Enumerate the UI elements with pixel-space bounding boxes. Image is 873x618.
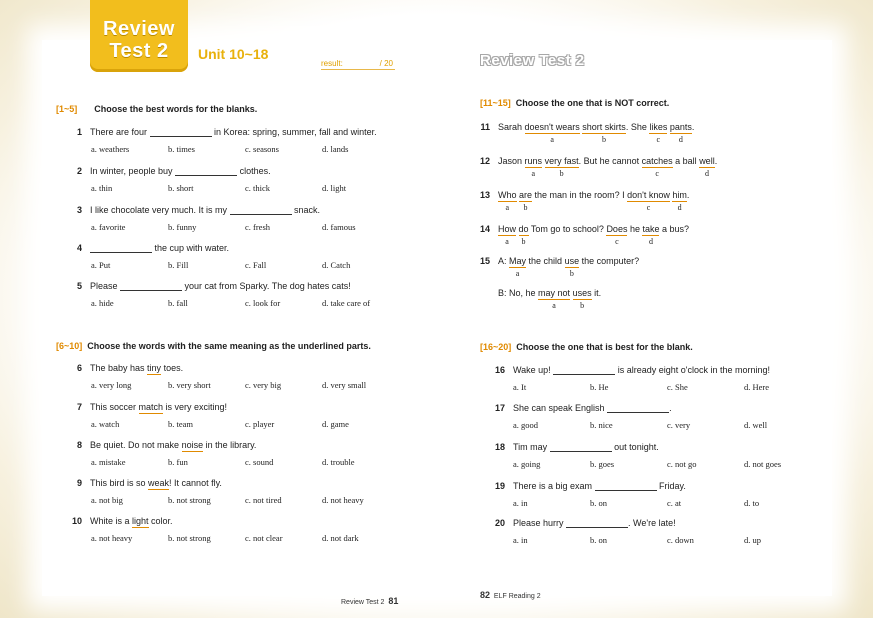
answer-blank[interactable] <box>175 166 237 176</box>
answer-option-b[interactable]: b. goes <box>590 459 615 469</box>
question-number: 9 <box>76 478 82 488</box>
answer-option-b[interactable]: b. short <box>168 183 194 193</box>
segment-text: use <box>564 256 580 266</box>
stem-text: . <box>669 403 672 413</box>
stem-text: color. <box>148 516 173 526</box>
stem-text: the computer? <box>579 256 640 266</box>
stem-text: toes. <box>161 363 184 373</box>
stem-text: I like chocolate very much. It is my <box>90 205 230 215</box>
unit-range: Unit 10~18 <box>198 46 269 62</box>
question-number: 20 <box>494 518 505 528</box>
answer-option-a[interactable]: a. good <box>513 420 539 430</box>
segment-text: pants <box>669 122 692 132</box>
question-stem <box>498 156 718 178</box>
segment-c[interactable] <box>606 224 628 246</box>
stem-text: B: No, he <box>498 288 539 298</box>
question-stem <box>90 402 227 412</box>
stem-text: White is a <box>90 516 133 526</box>
underlined-word: light <box>132 516 149 526</box>
question-stem <box>90 166 271 176</box>
question-stem <box>498 190 690 212</box>
segment-b[interactable] <box>518 224 529 246</box>
segment-label: c <box>646 203 651 212</box>
question-number: 4 <box>76 243 82 253</box>
section-instruction: Choose the words with the same meaning as the underlined parts. <box>87 341 371 351</box>
section-16-20-heading <box>480 342 693 352</box>
answer-option-b[interactable]: b. fun <box>168 457 188 467</box>
answer-option-b[interactable]: b. nice <box>590 420 613 430</box>
stem-text: This bird is so <box>90 478 149 488</box>
segment-text: uses <box>572 288 592 298</box>
result-score-field[interactable] <box>321 59 395 70</box>
answer-blank[interactable] <box>607 403 669 413</box>
section-range: [1~5] <box>56 104 78 114</box>
answer-option-c[interactable]: c. very big <box>245 380 282 390</box>
answer-blank[interactable] <box>566 518 628 528</box>
segment-label: b <box>559 169 564 178</box>
answer-blank[interactable] <box>553 365 615 375</box>
stem-text: snack. <box>291 205 321 215</box>
segment-label: c <box>656 135 661 144</box>
stem-text: In winter, people buy <box>90 166 176 176</box>
footer-book-label: ELF Reading 2 <box>493 593 541 600</box>
segment-c[interactable] <box>538 288 571 310</box>
segment-text: don't know <box>627 190 670 200</box>
answer-option-a[interactable]: a. not big <box>91 495 123 505</box>
segment-a[interactable] <box>498 190 517 212</box>
stem-text: the man in the room? I <box>532 190 628 200</box>
stem-text: Tim may <box>513 442 550 452</box>
answer-option-a[interactable]: a. going <box>513 459 541 469</box>
segment-text: May <box>509 256 527 266</box>
segment-text: How <box>498 224 517 234</box>
segment-label: b <box>602 135 607 144</box>
segment-label: d <box>678 135 683 144</box>
question-stem <box>498 122 695 144</box>
stem-text: . She <box>625 122 650 132</box>
answer-option-a[interactable]: a. watch <box>91 419 120 429</box>
question-stem <box>90 363 183 373</box>
segment-label: c <box>615 237 619 246</box>
page-number-right: 82 <box>480 590 491 600</box>
answer-blank[interactable] <box>550 442 612 452</box>
stem-text: . But he cannot <box>578 156 642 166</box>
section-instruction: Choose the best words for the blanks. <box>94 104 258 114</box>
answer-option-b[interactable]: b. very short <box>168 380 211 390</box>
answer-option-a[interactable]: a. not heavy <box>91 533 133 543</box>
segment-c[interactable] <box>627 190 670 212</box>
question-stem <box>90 478 222 488</box>
answer-option-b[interactable]: b. on <box>590 535 607 545</box>
answer-option-d[interactable]: d. light <box>322 183 347 193</box>
answer-option-c[interactable]: c. down <box>667 535 694 545</box>
answer-option-a[interactable]: a. in <box>513 498 528 508</box>
segment-label: a <box>515 269 520 278</box>
segment-text: catches <box>641 156 673 166</box>
answer-option-c[interactable]: c. not tired <box>245 495 282 505</box>
stem-text: is already eight o'clock in the morning! <box>615 365 770 375</box>
question-stem <box>513 518 676 528</box>
question-number: 8 <box>76 440 82 450</box>
answer-option-c[interactable]: c. very <box>667 420 691 430</box>
section-6-10-heading <box>56 341 371 351</box>
section-11-15-heading <box>480 98 669 108</box>
stem-text: it. <box>591 288 602 298</box>
segment-label: c <box>655 169 659 178</box>
stem-text: in Korea: spring, summer, fall and winter. <box>211 127 377 137</box>
stem-text: ! It cannot fly. <box>169 478 222 488</box>
question-number: 5 <box>76 281 82 291</box>
question-number: 18 <box>494 442 505 452</box>
stem-text: your cat from Sparky. The dog hates cats! <box>182 281 351 291</box>
question-number: 16 <box>494 365 505 375</box>
question-number: 11 <box>480 122 490 132</box>
segment-a[interactable] <box>509 256 527 278</box>
footer-right <box>480 590 541 600</box>
stem-text: Sarah <box>498 122 525 132</box>
section-range: [16~20] <box>480 342 512 352</box>
stem-text: Please hurry <box>513 518 567 528</box>
badge-line2: Test 2 <box>109 40 169 62</box>
answer-option-a[interactable]: a. weathers <box>91 144 130 154</box>
segment-d[interactable] <box>642 224 660 246</box>
segment-c[interactable] <box>649 122 668 144</box>
answer-option-b[interactable]: b. He <box>590 382 609 392</box>
answer-option-c[interactable]: c. seasons <box>245 144 279 154</box>
answer-blank[interactable] <box>595 481 657 491</box>
answer-option-d[interactable]: d. lands <box>322 144 349 154</box>
segment-text: short skirts <box>582 122 626 132</box>
segment-text: take <box>642 224 660 234</box>
question-stem <box>513 481 686 491</box>
segment-a[interactable] <box>498 224 517 246</box>
stem-text: Please <box>90 281 121 291</box>
answer-option-b[interactable]: b. team <box>168 419 194 429</box>
stem-text: he <box>627 224 643 234</box>
segment-b[interactable] <box>519 190 533 212</box>
answer-option-a[interactable]: a. It <box>513 382 527 392</box>
segment-d[interactable] <box>572 288 592 310</box>
answer-option-b[interactable]: b. on <box>590 498 607 508</box>
question-stem <box>90 440 256 450</box>
badge-line1: Review <box>103 18 175 40</box>
answer-option-a[interactable]: a. Put <box>91 260 111 270</box>
question-number: 10 <box>71 516 82 526</box>
result-label: result: <box>321 59 343 68</box>
segment-text: do <box>518 224 529 234</box>
answer-option-c[interactable]: c. not clear <box>245 533 283 543</box>
stem-text: Friday. <box>656 481 686 491</box>
answer-option-d[interactable]: d. famous <box>322 222 356 232</box>
segment-a[interactable] <box>524 156 543 178</box>
answer-option-a[interactable]: a. in <box>513 535 528 545</box>
segment-d[interactable] <box>699 156 715 178</box>
question-stem-line2 <box>498 288 602 310</box>
answer-option-d[interactable]: d. very small <box>322 380 367 390</box>
stem-text: is very exciting! <box>163 402 228 412</box>
answer-option-d[interactable]: d. up <box>744 535 761 545</box>
answer-option-a[interactable]: a. hide <box>91 298 114 308</box>
answer-blank[interactable] <box>120 281 182 291</box>
segment-c[interactable] <box>641 156 673 178</box>
segment-d[interactable] <box>672 190 687 212</box>
stem-text: a bus? <box>659 224 690 234</box>
question-stem <box>90 205 320 215</box>
stem-text: Jason <box>498 156 525 166</box>
review-test-badge <box>90 0 188 72</box>
stem-text: She can speak English <box>513 403 608 413</box>
segment-label: a <box>505 237 509 246</box>
answer-option-c[interactable]: c. sound <box>245 457 274 467</box>
question-number: 6 <box>76 363 82 373</box>
stem-text: Wake up! <box>513 365 554 375</box>
stem-text: A: <box>498 256 510 266</box>
underlined-word: tiny <box>147 363 162 373</box>
segment-text: Who <box>498 190 517 200</box>
underlined-word: match <box>138 402 164 412</box>
stem-text: in the library. <box>203 440 257 450</box>
segment-label: b <box>569 269 574 278</box>
answer-option-d[interactable]: d. Here <box>744 382 770 392</box>
answer-option-a[interactable]: a. mistake <box>91 457 126 467</box>
answer-option-c[interactable]: c. Fall <box>245 260 267 270</box>
result-total: / 20 <box>379 59 393 68</box>
segment-label: b <box>580 301 585 310</box>
footer-left <box>341 596 398 606</box>
answer-option-d[interactable]: d. not heavy <box>322 495 364 505</box>
section-1-5-heading <box>56 104 257 114</box>
answer-option-d[interactable]: d. not goes <box>744 459 782 469</box>
segment-a[interactable] <box>524 122 580 144</box>
stem-text: Tom go to school? <box>528 224 607 234</box>
segment-label: b <box>521 237 526 246</box>
segment-d[interactable] <box>669 122 692 144</box>
stem-text: There are four <box>90 127 150 137</box>
answer-option-d[interactable]: d. Catch <box>322 260 351 270</box>
answer-option-b[interactable]: b. not strong <box>168 533 211 543</box>
segment-b[interactable] <box>544 156 579 178</box>
question-stem <box>90 243 229 253</box>
answer-option-c[interactable]: c. She <box>667 382 688 392</box>
question-number: 2 <box>76 166 82 176</box>
stem-text: This soccer <box>90 402 139 412</box>
segment-text: well <box>699 156 715 166</box>
underlined-word: noise <box>181 440 204 450</box>
right-page-title: Review Test 2 <box>480 52 585 69</box>
answer-blank[interactable] <box>230 205 292 215</box>
answer-option-c[interactable]: c. at <box>667 498 682 508</box>
paper-sheet <box>42 40 832 596</box>
segment-text: doesn't wears <box>524 122 580 132</box>
answer-option-b[interactable]: b. not strong <box>168 495 211 505</box>
answer-option-d[interactable]: d. well <box>744 420 768 430</box>
answer-blank[interactable] <box>90 243 152 253</box>
stem-text: Be quiet. Do not make <box>90 440 182 450</box>
question-number: 15 <box>479 256 490 266</box>
section-range: [6~10] <box>56 341 83 351</box>
segment-label: a <box>505 203 510 212</box>
underlined-word: weak <box>148 478 170 488</box>
answer-blank[interactable] <box>150 127 212 137</box>
stem-text: the cup with water. <box>152 243 230 253</box>
segment-label: d <box>677 203 682 212</box>
answer-option-b[interactable]: b. fall <box>168 298 188 308</box>
question-number: 3 <box>76 205 82 215</box>
stem-text: . <box>691 122 695 132</box>
question-number: 1 <box>76 127 82 137</box>
section-instruction: Choose the one that is best for the blank. <box>516 342 693 352</box>
section-range: [11~15] <box>480 98 511 108</box>
segment-text: Does <box>606 224 628 234</box>
question-number: 17 <box>494 403 505 413</box>
segment-label: a <box>550 135 554 144</box>
stem-text: . <box>714 156 718 166</box>
question-stem <box>90 281 351 291</box>
question-stem <box>90 127 377 137</box>
stem-text: The baby has <box>90 363 148 373</box>
segment-label: d <box>704 169 709 178</box>
answer-option-c[interactable]: c. fresh <box>245 222 271 232</box>
answer-option-c[interactable]: c. thick <box>245 183 271 193</box>
answer-option-b[interactable]: b. funny <box>168 222 197 232</box>
segment-label: a <box>552 301 556 310</box>
answer-option-c[interactable]: c. player <box>245 419 275 429</box>
answer-option-b[interactable]: b. Fill <box>168 260 189 270</box>
question-number: 13 <box>479 190 490 200</box>
question-stem <box>498 224 690 246</box>
answer-option-d[interactable]: d. to <box>744 498 760 508</box>
footer-book-label: Review Test 2 <box>341 599 385 606</box>
question-stem-line1 <box>498 256 640 278</box>
answer-option-c[interactable]: c. not go <box>667 459 697 469</box>
stem-text: There is a big exam <box>513 481 595 491</box>
page-number-left: 81 <box>388 596 399 606</box>
segment-text: him <box>672 190 687 200</box>
stem-text: . We're late! <box>628 518 676 528</box>
segment-text: very fast <box>544 156 579 166</box>
segment-text: likes <box>649 122 668 132</box>
question-stem <box>513 442 659 452</box>
answer-option-d[interactable]: d. take care of <box>322 298 371 308</box>
segment-text: are <box>519 190 533 200</box>
section-instruction: Choose the one that is NOT correct. <box>515 98 670 108</box>
question-number: 12 <box>479 156 490 166</box>
stem-text: . <box>686 190 690 200</box>
answer-option-c[interactable]: c. look for <box>245 298 281 308</box>
answer-option-a[interactable]: a. very long <box>91 380 132 390</box>
segment-label: a <box>531 169 536 178</box>
question-number: 19 <box>494 481 505 491</box>
question-stem <box>513 403 672 413</box>
question-number: 14 <box>479 224 490 234</box>
stem-text: a ball <box>672 156 700 166</box>
segment-text: may not <box>538 288 571 298</box>
answer-option-d[interactable]: d. game <box>322 419 349 429</box>
stem-text: the child <box>526 256 565 266</box>
segment-label: d <box>648 237 653 246</box>
answer-option-a[interactable]: a. thin <box>91 183 113 193</box>
answer-option-a[interactable]: a. favorite <box>91 222 126 232</box>
stem-text: clothes. <box>237 166 271 176</box>
segment-text: runs <box>524 156 543 166</box>
segment-b[interactable] <box>582 122 626 144</box>
stem-text: out tonight. <box>611 442 659 452</box>
answer-option-d[interactable]: d. trouble <box>322 457 355 467</box>
segment-label: b <box>523 203 528 212</box>
question-stem <box>90 516 173 526</box>
segment-b[interactable] <box>564 256 580 278</box>
question-stem <box>513 365 770 375</box>
question-number: 7 <box>76 402 82 412</box>
answer-option-d[interactable]: d. not dark <box>322 533 359 543</box>
answer-option-b[interactable]: b. times <box>168 144 195 154</box>
